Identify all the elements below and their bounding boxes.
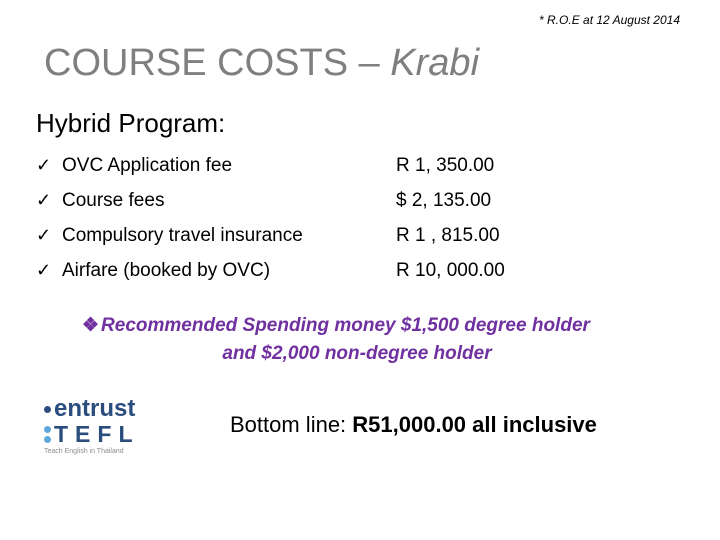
entrust-tefl-logo [44, 396, 164, 460]
checkmark-icon: ✓ [36, 155, 52, 175]
cost-label: Airfare (booked by OVC) [62, 259, 271, 281]
bottom-line [230, 412, 597, 438]
checkmark-icon: ✓ [36, 260, 52, 280]
spending-line-2: and $2,000 non-degree holder [222, 343, 492, 364]
logo-word-entrust: entrust [54, 395, 136, 422]
cost-label: Course fees [62, 189, 165, 211]
cost-item [36, 253, 556, 288]
diamond-bullet-icon: ❖ [82, 315, 100, 336]
bottom-line-value: R51,000.00 all inclusive [352, 412, 597, 437]
bottom-line-prefix: Bottom line: [230, 412, 353, 437]
page-title [44, 42, 479, 85]
checkmark-icon: ✓ [36, 190, 52, 210]
cost-label: Compulsory travel insurance [62, 224, 303, 246]
logo-word-tefl: TEFL [54, 421, 140, 447]
cost-amount: R 10, 000.00 [396, 259, 505, 281]
program-subtitle: Hybrid Program: [36, 108, 226, 138]
checkmark-icon: ✓ [36, 225, 52, 245]
logo-tagline: Teach English in Thailand [44, 448, 124, 455]
cost-label: OVC Application fee [62, 154, 233, 176]
exchange-rate-note: * R.O.E at 12 August 2014 [539, 13, 680, 27]
title-main: COURSE COSTS – [44, 42, 391, 84]
cost-amount: R 1, 350.00 [396, 154, 495, 176]
logo-dots-icon [44, 426, 51, 443]
cost-amount: R 1 , 815.00 [396, 224, 500, 246]
cost-item [36, 183, 556, 218]
cost-list [36, 148, 556, 288]
cost-item [36, 218, 556, 253]
cost-item [36, 148, 556, 183]
logo-dot-icon [44, 406, 51, 413]
title-place: Krabi [390, 42, 480, 84]
cost-amount: $ 2, 135.00 [396, 189, 492, 211]
spending-line-1: Recommended Spending money $1,500 degree holder [101, 315, 590, 336]
spending-money-note [82, 312, 662, 368]
